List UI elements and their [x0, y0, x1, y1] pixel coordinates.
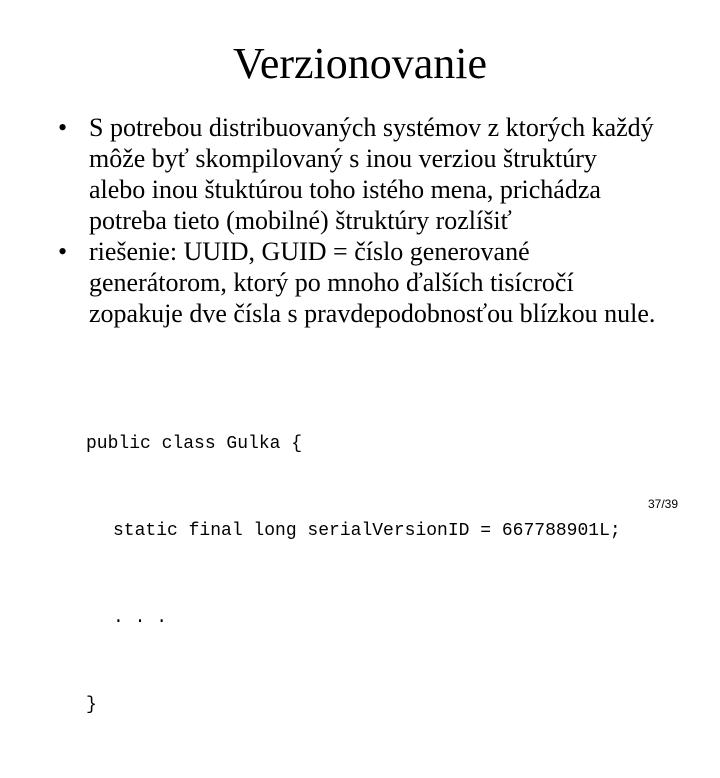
bullet-marker: • [58, 237, 68, 266]
code-line: . . . [113, 608, 168, 628]
code-line: } [86, 695, 97, 715]
code-line: public class Gulka { [86, 434, 303, 454]
page-number: 37/39 [647, 497, 678, 511]
bullet-text: S potrebou distribuovaných systémov z ktorých každý môže byť skompilovaný s inou verziou štruktúry alebo inou štuktúrou toho istého mena, prichádza potreba tieto (mobilné) štruktúry rozlíšiť [89, 113, 654, 235]
bullet-item [58, 112, 658, 236]
bullet-text: riešenie: UUID, GUID = číslo generované generátorom, ktorý po mnoho ďalších tisícročí zopakuje dve čísla s pravdepodobnosťou blízkou nule. [89, 237, 656, 328]
bullet-marker: • [58, 113, 68, 142]
code-line: static final long serialVersionID = 667788901L; [113, 521, 621, 541]
slide-title: Verzionovanie [232, 39, 488, 88]
code-block [86, 372, 621, 778]
bullet-item [58, 236, 658, 329]
bullet-list [58, 112, 658, 329]
